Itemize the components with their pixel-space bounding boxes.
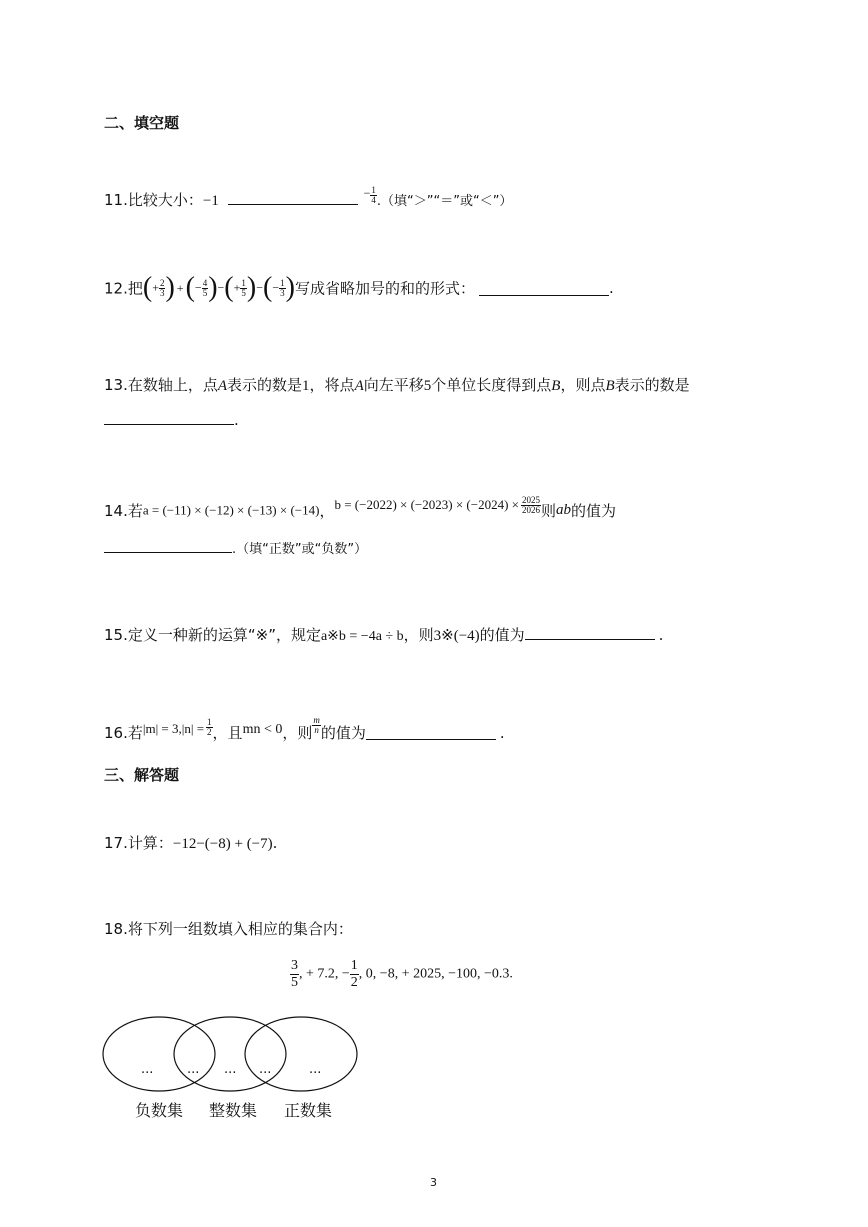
question-13 (104, 374, 690, 395)
q12-t4-fraction: $\frac{1}{3}$ (280, 277, 285, 298)
q15-text-2: ，则 (403, 626, 434, 644)
q12-t2-sign: − (194, 280, 202, 295)
question-14 (104, 496, 616, 521)
q12-answer-blank[interactable] (479, 281, 609, 296)
q15-text-3: 的值为 (479, 626, 525, 644)
venn-ellipse-integer (174, 1017, 286, 1091)
venn-label-positive: 正数集 (284, 1101, 333, 1120)
q13-text-2: 表示的数是 (227, 376, 303, 394)
venn-label-negative: 负数集 (135, 1101, 184, 1120)
q12-op1: + (176, 280, 184, 295)
q12-t1-fraction: $\frac{2}{3}$ (159, 277, 165, 298)
q14-text-3: 的值为 (571, 502, 617, 520)
question-14-answer-line (104, 538, 367, 557)
q13-end: . (234, 411, 239, 429)
q12-t4-sign: − (272, 280, 280, 295)
q16-n-fraction: $\frac{1}{2}$ (207, 717, 212, 737)
question-13-answer-line (104, 410, 239, 429)
q15-text-1: 15.定义一种新的运算“※”，规定 (104, 626, 321, 644)
q13-text-7: 表示的数是 (614, 376, 690, 394)
q14-prefix: 14.若 (104, 502, 143, 520)
q12-op2: − (217, 280, 225, 295)
venn-label-integer: 整数集 (209, 1101, 258, 1120)
q15-answer-blank[interactable] (525, 625, 655, 640)
q15-definition: a※b = −4a ÷ b (320, 629, 404, 644)
q13-text-3: ，将点 (309, 376, 355, 394)
page-number: 3 (430, 1176, 437, 1189)
q14-comma: ， (319, 502, 335, 520)
q14-b-fraction: $\frac{2025}{2026}$ (522, 495, 540, 515)
venn-ellipse-positive (245, 1017, 357, 1091)
q15-end: . (658, 626, 664, 644)
section-title-answer: 三、解答题 (104, 766, 180, 784)
q18-number-list (290, 958, 513, 991)
q13-value-1: 1 (302, 378, 310, 394)
q13-value-5: 5 (423, 378, 432, 394)
q13-point-b-2: B (605, 378, 615, 394)
q12-end: . (608, 279, 614, 297)
q12-suffix: 写成省略加号的和的形式： (294, 279, 475, 298)
q13-text-1: 13.在数轴上，点 (104, 376, 218, 394)
q12-op3: − (256, 280, 264, 295)
q14-suffix: .（填“正数”或“负数”） (232, 542, 368, 557)
venn-dots-4: ... (259, 1062, 272, 1077)
question-11 (104, 186, 512, 210)
venn-dots-2: ... (187, 1062, 200, 1077)
q13-answer-blank[interactable] (104, 410, 234, 425)
question-16 (104, 716, 505, 743)
q11-right-sign: − (363, 186, 371, 200)
q14-b-expression: b = (−2022) × (−2023) × (−2024) × (334, 497, 519, 512)
q16-answer-blank[interactable] (366, 725, 496, 740)
q16-condition-2: mn < 0 (242, 722, 283, 737)
q14-ab: ab (556, 502, 572, 518)
q12-t1-sign: + (152, 280, 159, 295)
q13-point-b: B (551, 378, 561, 394)
q18-fraction-1-2: $\frac{1}{2}$ (350, 958, 358, 990)
q13-point-a: A (217, 378, 228, 394)
q11-left: −1 (202, 193, 219, 209)
q11-prefix: 11.比较大小： (104, 191, 203, 209)
q16-text-3: ，则 (282, 724, 313, 742)
q13-text-5: 个单位长度得到点 (431, 376, 552, 394)
venn-ellipse-negative (103, 1017, 215, 1091)
venn-dots-5: ... (309, 1062, 322, 1077)
q11-right-fraction: $\frac{1}{4}$ (371, 185, 376, 205)
q16-text-2: ，且 (212, 724, 243, 742)
q15-expression: 3※(−4) (433, 628, 480, 644)
question-17 (104, 832, 277, 853)
question-12: 12.把(+ $\frac{2}{3}$ ) +(− $\frac{4}{5}$ )−(+ $\frac{1}{5}$ )−(− $\frac{1}{3}$ )写成省略加号的和的形式： . (104, 272, 614, 303)
q17-end: . (272, 834, 278, 852)
q16-text-4: 的值为 (320, 724, 366, 742)
q12-t3-sign: + (233, 280, 241, 295)
question-18: 18.将下列一组数填入相应的集合内： (104, 920, 353, 938)
q12-t3-fraction: $\frac{1}{5}$ (241, 277, 246, 298)
q11-suffix: .（填“＞”“＝”或“＜”） (376, 194, 513, 209)
q17-prefix: 17.计算： (104, 834, 173, 852)
q18-venn-diagram (100, 1012, 364, 1096)
q12-prefix: 12.把 (104, 279, 143, 298)
q16-end: . (499, 723, 505, 742)
q16-m-over-n: $\frac{m}{n}$ (313, 715, 320, 735)
venn-dots-3: ... (224, 1062, 237, 1077)
q17-expression: −12−(−8) + (−7) (172, 836, 273, 852)
q13-text-6: ，则点 (560, 376, 606, 394)
q18-fraction-3-5: $\frac{3}{5}$ (291, 958, 298, 990)
q18-numbers-part-2: , 0, −8, + 2025, −100, −0.3. (358, 966, 513, 982)
section-title-fill-blank: 二、填空题 (104, 114, 180, 132)
q13-point-a-2: A (354, 378, 364, 394)
q14-text-2: 则 (541, 502, 557, 520)
q18-numbers-part-1: , + 7.2, − (299, 966, 350, 982)
q11-answer-blank[interactable] (228, 190, 358, 205)
q14-a-expression: a = (−11) × (−12) × (−13) × (−14) (142, 502, 320, 518)
q12-t2-fraction: $\frac{4}{5}$ (202, 277, 208, 298)
venn-dots-1: ... (141, 1062, 154, 1077)
q14-answer-blank[interactable] (104, 538, 232, 553)
q16-condition-1: |m| = 3,|n| = (142, 721, 205, 736)
q13-text-4: 向左平移 (363, 376, 424, 394)
question-15 (104, 624, 663, 645)
q16-prefix: 16.若 (104, 724, 143, 742)
